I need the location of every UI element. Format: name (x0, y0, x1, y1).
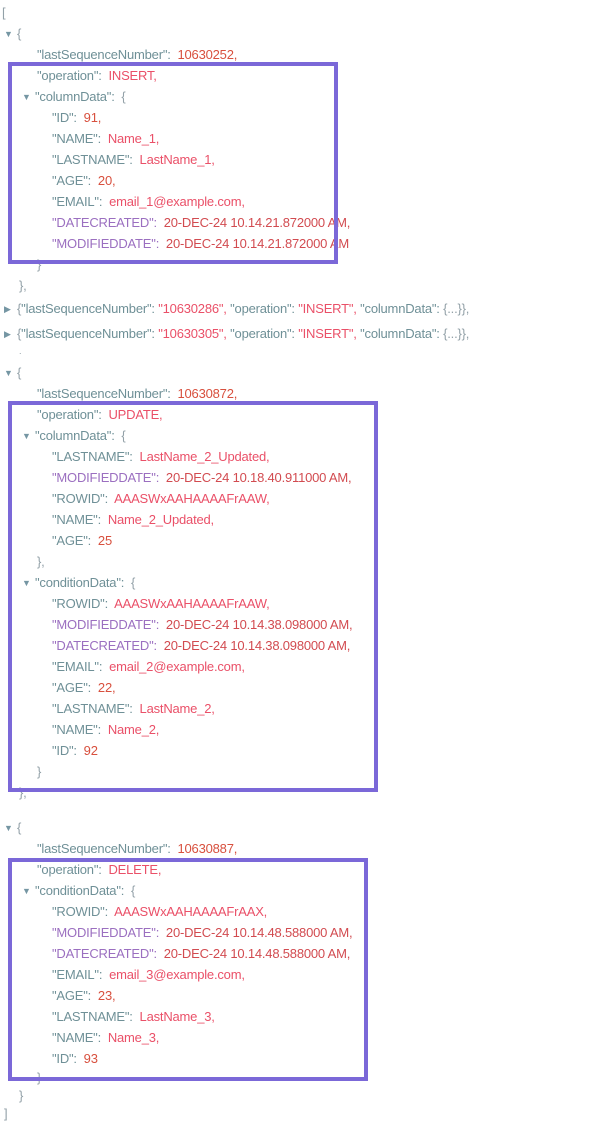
json-line (0, 1027, 614, 1048)
json-key: "AGE": (52, 680, 92, 695)
json-line (0, 803, 614, 817)
json-key: "operation": (37, 862, 102, 877)
json-value-string: Name_1, (101, 131, 160, 146)
json-punctuation: { (17, 365, 22, 380)
json-punctuation: {...}}, (439, 326, 470, 341)
json-line (0, 922, 614, 943)
json-line (0, 44, 614, 65)
json-value-date: 20-DEC-24 10.14.48.588000 AM, (156, 946, 351, 961)
json-value-string: "INSERT", (294, 301, 357, 316)
json-line (0, 296, 614, 321)
json-line (0, 635, 614, 656)
json-line (0, 740, 614, 761)
json-line (0, 254, 614, 275)
json-punctuation: { (124, 575, 136, 590)
json-value-string: LastName_2, (132, 701, 215, 716)
json-line (0, 572, 614, 593)
json-punctuation: } (37, 1070, 42, 1085)
json-value-string: AAASWxAAHAAAAFrAAX, (108, 904, 268, 919)
json-line (0, 719, 614, 740)
json-value-string: "10630286", (154, 301, 227, 316)
json-line (0, 446, 614, 467)
json-value-string: Name_2_Updated, (101, 512, 214, 527)
json-key: "AGE": (52, 533, 92, 548)
json-key: "NAME": (52, 1030, 102, 1045)
json-line (0, 1069, 614, 1087)
json-key: "MODIFIEDDATE": (52, 925, 160, 940)
json-line (0, 817, 614, 838)
json-value-string: Name_3, (101, 1030, 160, 1045)
json-value-number: 20, (91, 173, 116, 188)
json-key: "LASTNAME": (52, 152, 133, 167)
json-value-number: 92 (76, 743, 98, 758)
json-value-string: LastName_1, (132, 152, 215, 167)
json-line (0, 1105, 614, 1123)
json-key: "NAME": (52, 131, 102, 146)
json-punctuation: { (17, 301, 22, 316)
json-value-number: 93 (76, 1051, 98, 1066)
json-line (0, 128, 614, 149)
json-key: "lastSequenceNumber": (37, 841, 171, 856)
json-value-string: "10630305", (154, 326, 227, 341)
json-key: "EMAIL": (52, 659, 103, 674)
json-line (0, 404, 614, 425)
json-key: "operation": (37, 68, 102, 83)
json-value-number: 10630252, (170, 47, 238, 62)
json-line (0, 1006, 614, 1027)
json-punctuation: }, (37, 554, 45, 569)
chevron-down-icon[interactable]: ▼ (22, 578, 31, 588)
json-value-string: INSERT, (101, 68, 157, 83)
json-line (0, 1087, 614, 1105)
json-line (0, 65, 614, 86)
json-punctuation: { (17, 26, 22, 41)
json-key: "lastSequenceNumber": (21, 326, 155, 341)
json-value-number: 10630887, (170, 841, 238, 856)
json-key: "DATECREATED": (52, 946, 157, 961)
json-key: "ID": (52, 1051, 77, 1066)
chevron-down-icon[interactable]: ▼ (22, 92, 31, 102)
json-key: "lastSequenceNumber": (21, 301, 155, 316)
json-line (0, 880, 614, 901)
json-line (0, 383, 614, 404)
chevron-right-icon[interactable]: ▶ (4, 329, 11, 339)
json-line (0, 275, 614, 296)
json-line (0, 530, 614, 551)
json-value-string: AAASWxAAHAAAAFrAAW, (108, 596, 270, 611)
json-line (0, 509, 614, 530)
json-value-string: Name_2, (101, 722, 160, 737)
json-key: "MODIFIEDDATE": (52, 470, 160, 485)
json-value-date: 20-DEC-24 10.18.40.911000 AM, (159, 470, 352, 485)
json-punctuation: } (37, 764, 42, 779)
json-value-date: 20-DEC-24 10.14.48.588000 AM, (159, 925, 353, 940)
json-line (0, 107, 614, 128)
json-punctuation: { (17, 326, 22, 341)
json-key: "columnData": (35, 428, 115, 443)
json-punctuation: ] (4, 1106, 8, 1121)
json-line (0, 782, 614, 803)
json-value-string: AAASWxAAHAAAAFrAAW, (108, 491, 270, 506)
json-line (0, 233, 614, 254)
json-key: "operation": (226, 301, 295, 316)
json-punctuation: [ (2, 5, 6, 20)
json-key: "conditionData": (35, 883, 125, 898)
json-key: "MODIFIEDDATE": (52, 236, 160, 251)
json-key: "AGE": (52, 988, 92, 1003)
json-key: "ROWID": (52, 904, 109, 919)
json-key: "EMAIL": (52, 967, 103, 982)
json-key: "DATECREATED": (52, 638, 157, 653)
json-line (0, 488, 614, 509)
json-punctuation: }, (19, 785, 27, 800)
json-value-string: email_2@example.com, (102, 659, 245, 674)
json-line (0, 761, 614, 782)
json-value-number: 23, (91, 988, 116, 1003)
json-punctuation: }, (19, 278, 27, 293)
json-punctuation: {...}}, (439, 301, 470, 316)
json-punctuation: { (114, 428, 126, 443)
json-key: "ROWID": (52, 491, 109, 506)
json-line (0, 964, 614, 985)
json-key: "operation": (226, 326, 295, 341)
json-line (0, 346, 614, 362)
json-value-string: LastName_2_Updated, (132, 449, 270, 464)
json-line (0, 23, 614, 44)
json-value-number: 10630872, (170, 386, 238, 401)
json-line (0, 593, 614, 614)
chevron-right-icon[interactable]: ▶ (4, 304, 11, 314)
json-key: "DATECREATED": (52, 215, 157, 230)
json-value-date: 20-DEC-24 10.14.21.872000 AM, (156, 215, 351, 230)
json-line (0, 425, 614, 446)
json-value-date: 20-DEC-24 10.14.21.872000 AM (159, 236, 349, 251)
json-value-string: LastName_3, (132, 1009, 215, 1024)
json-key: "AGE": (52, 173, 92, 188)
json-value-date: 20-DEC-24 10.14.38.098000 AM, (156, 638, 351, 653)
json-line (0, 362, 614, 383)
json-punctuation: { (124, 883, 136, 898)
json-line (0, 212, 614, 233)
json-key: "columnData": (356, 301, 440, 316)
chevron-down-icon[interactable]: ▼ (4, 368, 13, 378)
json-key: "ROWID": (52, 596, 109, 611)
json-value-number: 22, (91, 680, 116, 695)
json-punctuation: } (37, 257, 42, 272)
json-key: "ID": (52, 743, 77, 758)
json-line (0, 170, 614, 191)
json-value-string: DELETE, (101, 862, 162, 877)
json-value-string: UPDATE, (101, 407, 163, 422)
json-key: "lastSequenceNumber": (37, 47, 171, 62)
json-line (0, 1048, 614, 1069)
json-line (0, 321, 614, 346)
json-key: "LASTNAME": (52, 701, 133, 716)
json-value-string: "INSERT", (294, 326, 357, 341)
json-key: "NAME": (52, 722, 102, 737)
json-line (0, 86, 614, 107)
json-line (0, 656, 614, 677)
json-line (0, 985, 614, 1006)
chevron-down-icon[interactable]: ▼ (4, 823, 13, 833)
json-line (0, 838, 614, 859)
json-line (0, 2, 614, 23)
json-line (0, 859, 614, 880)
json-line (0, 901, 614, 922)
json-key: "columnData": (35, 89, 115, 104)
json-line (0, 943, 614, 964)
json-key: "MODIFIEDDATE": (52, 617, 160, 632)
json-punctuation: } (19, 1088, 24, 1103)
json-line (0, 149, 614, 170)
json-key: "conditionData": (35, 575, 125, 590)
json-key: "LASTNAME": (52, 1009, 133, 1024)
json-value-number: 91, (76, 110, 102, 125)
json-key: "lastSequenceNumber": (37, 386, 171, 401)
json-key: "operation": (37, 407, 102, 422)
chevron-down-icon[interactable]: ▼ (22, 431, 31, 441)
json-key: "LASTNAME": (52, 449, 133, 464)
json-punctuation: . (19, 346, 22, 356)
json-line (0, 614, 614, 635)
json-value-string: email_3@example.com, (102, 967, 245, 982)
chevron-down-icon[interactable]: ▼ (22, 886, 31, 896)
json-line (0, 677, 614, 698)
json-line (0, 191, 614, 212)
json-value-date: 20-DEC-24 10.14.38.098000 AM, (159, 617, 353, 632)
json-punctuation: { (17, 820, 22, 835)
json-punctuation: { (114, 89, 126, 104)
json-line (0, 551, 614, 572)
json-key: "columnData": (356, 326, 440, 341)
json-key: "ID": (52, 110, 77, 125)
json-line (0, 467, 614, 488)
json-key: "EMAIL": (52, 194, 103, 209)
json-value-string: email_1@example.com, (102, 194, 245, 209)
json-line (0, 698, 614, 719)
chevron-down-icon[interactable]: ▼ (4, 29, 13, 39)
json-value-number: 25 (91, 533, 112, 548)
json-key: "NAME": (52, 512, 102, 527)
